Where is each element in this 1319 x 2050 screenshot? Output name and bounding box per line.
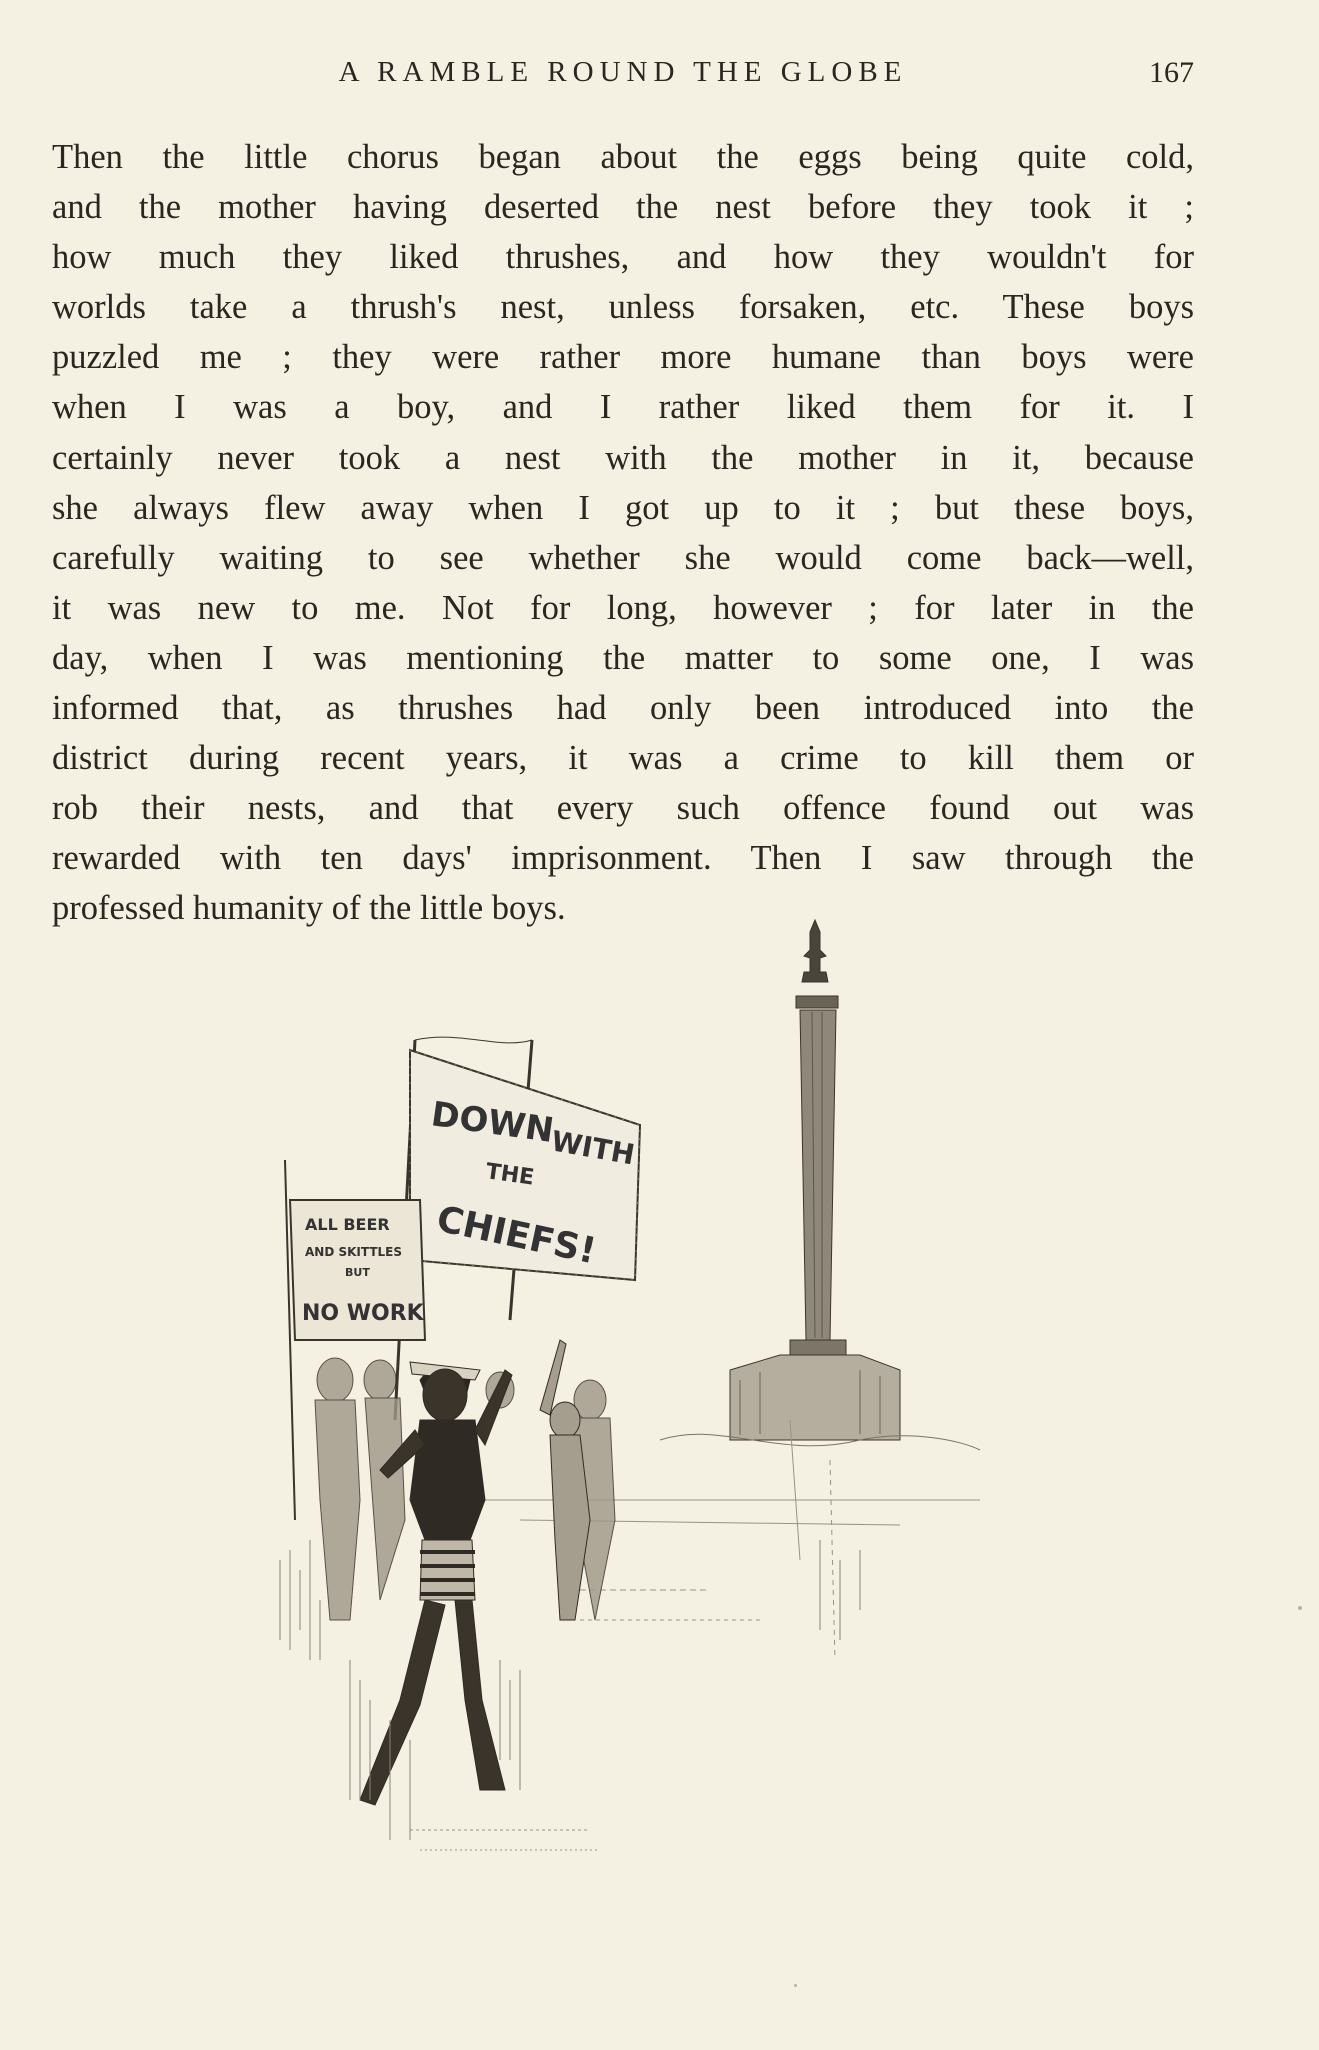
text-line: professed humanity of the little boys.: [52, 889, 566, 928]
banner-main: [395, 1037, 640, 1420]
banner-side-word: ALL BEER: [305, 1215, 390, 1234]
banner-word: CHIEFS!: [433, 1198, 600, 1273]
text-line: and the mother having deserted the nest before they took it ;: [52, 188, 1194, 227]
paper-speck: [794, 1984, 797, 1987]
text-line: it was new to me. Not for long, however ; for later in the: [52, 588, 1194, 627]
text-line: certainly never took a nest with the mother in it, because: [52, 438, 1194, 477]
text-line: how much they liked thrushes, and how they wouldn't for: [52, 238, 1194, 277]
banner-word: DOWN: [428, 1094, 557, 1152]
running-title: A RAMBLE ROUND THE GLOBE: [338, 56, 908, 88]
page-number: 167: [1149, 56, 1194, 89]
text-line: district during recent years, it was a crime to kill them or: [52, 739, 1194, 778]
text-line: she always flew away when I got up to it ; but these boys,: [52, 488, 1194, 527]
running-head: [52, 56, 1194, 96]
body-paragraph: [52, 132, 1194, 934]
text-line: rob their nests, and that every such offence found out was: [52, 789, 1194, 828]
banner-side-word: BUT: [345, 1266, 370, 1279]
text-line: worlds take a thrush's nest, unless forsaken, etc. These boys: [52, 288, 1194, 327]
text-line: carefully waiting to see whether she would come back—well,: [52, 538, 1194, 577]
paper-speck: [1298, 1606, 1302, 1610]
text-line: puzzled me ; they were rather more humane than boys were: [52, 338, 1194, 377]
text-line: day, when I was mentioning the matter to some one, I was: [52, 638, 1194, 677]
banner-side-word: AND SKITTLES: [305, 1245, 403, 1259]
text-line: informed that, as thrushes had only been introduced into the: [52, 689, 1194, 728]
monument-column: [660, 920, 980, 1450]
text-line: when I was a boy, and I rather liked them for it. I: [52, 388, 1194, 427]
banner-side-word: NO WORK: [302, 1301, 424, 1326]
banner-word: THE: [484, 1159, 536, 1191]
text-line: rewarded with ten days' imprisonment. Then I saw through the: [52, 839, 1194, 878]
text-line: Then the little chorus began about the eggs being quite cold,: [52, 138, 1194, 176]
engraving-svg: [260, 900, 1020, 1860]
banner-word: WITH: [548, 1124, 638, 1172]
engraving-illustration: [260, 900, 1020, 1860]
